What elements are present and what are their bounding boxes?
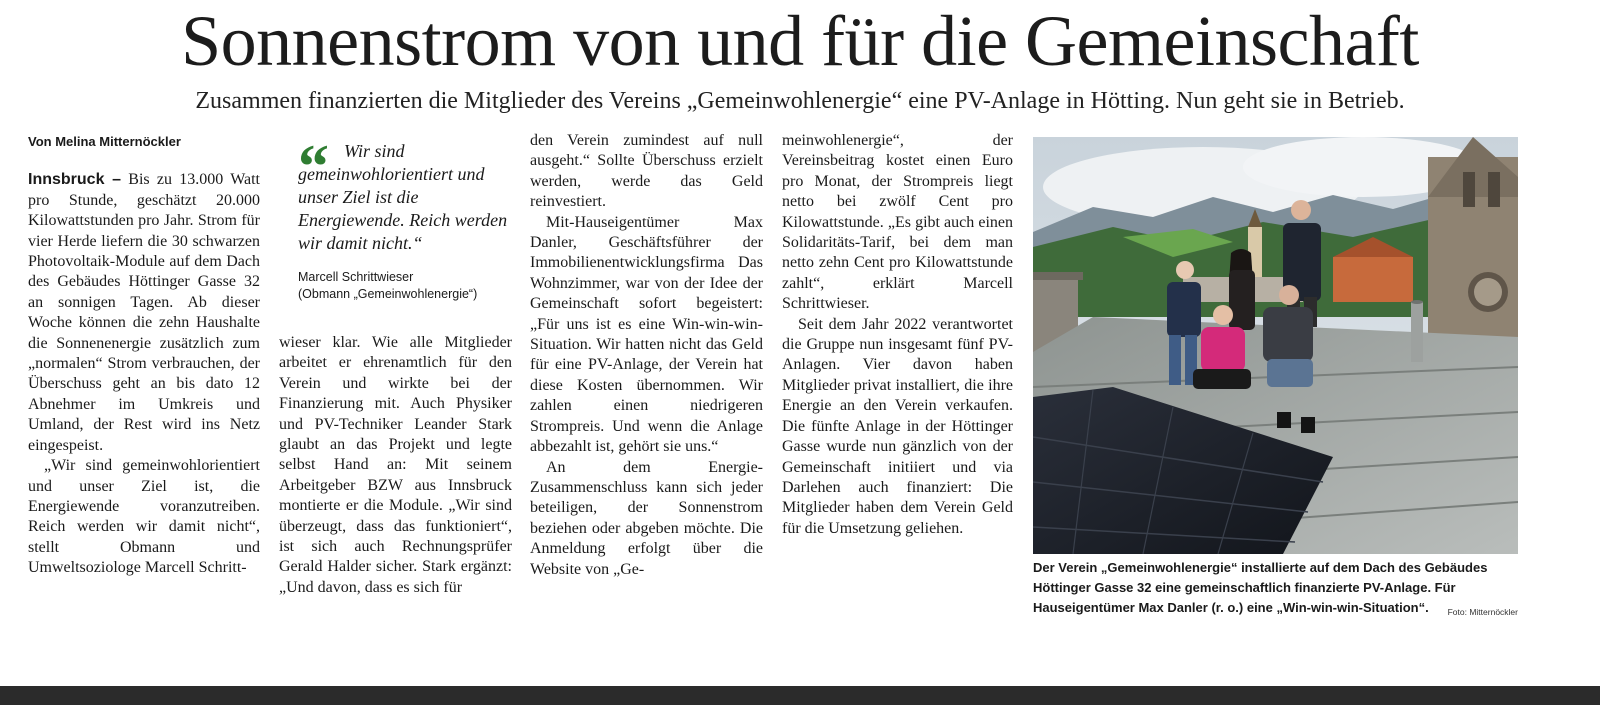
paragraph: meinwohlenergie“, der Vereinsbeitrag kostet einen Euro pro Monat, der Strompreis liegt netto bei zwölf Cent pro Kilowattstunde. „Es gibt auch einen Solidaritäts-Tarif, bei dem man netto zehn Cent pro Kilowattstunde zahlt“, erklärt Marcell Schrittwieser. [782,132,1013,313]
article-column-3 [530,131,763,580]
paragraph [28,170,260,456]
photo-caption-text: Der Verein „Gemeinwohlenergie“ installierte auf dem Dach des Gebäudes Höttinger Gasse 32 eine gemeinschaftlich finanzierte PV-Anlage. Für Hauseigentümer Max Danler (r. o.) eine „Win-win-win-Situation“. [1033,560,1488,615]
article-column-1 [28,132,260,579]
paragraph: An dem Energie-Zusammenschluss kann sich jeder beteiligen, der Sonnenstrom beziehen oder abgeben möchte. Die Anmeldung erfolgt über die Website von „Ge- [530,458,763,578]
subheadline: Zusammen finanzierten die Mitglieder des Vereins „Gemeinwohlenergie“ eine PV-Anlage in Hötting. Nun geht sie in Betrieb. [195,88,1405,114]
quote-mark-icon: “ [298,133,329,201]
paragraph: Mit-Hauseigentümer Max Danler, Geschäftsführer der Immobilienentwicklungsfirma Das Wohnzimmer, war von der Idee der Gemeinschaft sofort begeistert: „Für uns ist es eine Win-win-win-Situation. Wir hatten nicht das Geld für eine PV-Anlage, der Verein hat diese Kosten übernommen. Wir zahlen einen niedrigeren Strompreis. Und wenn die Anlage abbezahlt ist, gehört sie uns.“ [530,213,763,456]
dateline: Innsbruck – [28,171,122,189]
headline: Sonnenstrom von und für die Gemeinschaft [181,1,1419,81]
article-column-4 [782,131,1013,539]
byline: Von Melina Mitternöckler [28,134,181,149]
photo-credit: Foto: Mitternöckler [1447,607,1518,617]
paragraph: wieser klar. Wie alle Mitglieder arbeitet er ehrenamtlich für den Verein und wirkte bei der Finanzierung mit. Auch Physiker und PV-Techniker Leander Stark glaubt an das Projekt und legte selbst Hand an: Mit seinem Arbeitgeber BZW aus Innsbruck montierte er die Module. „Wir sind überzeugt, dass das funktioniert“, ist sich auch Rechnungsprüfer Gerald Halder sicher. Stark ergänzt: „Und davon, dass es sich für [279,334,512,596]
pull-quote [298,133,516,303]
paragraph: den Verein zumindest auf null ausgeht.“ Sollte Überschuss erzielt werden, werde das Geld reinvestiert. [530,132,763,211]
article-photo [1033,137,1518,554]
paragraph: Seit dem Jahr 2022 verantwortet die Gruppe nun insgesamt fünf PV-Anlagen. Vier davon haben Mitglieder privat installiert, die ihre Energie an den Verein verkaufen. Die fünfte Anlage in der Höttinger Gasse wurde nun gänzlich von der Gemeinschaft initiiert und via Darlehen auch finanziert: Die Mitglieder haben dem Verein Geld für die Umsetzung geliehen. [782,315,1013,537]
paragraph: „Wir sind gemeinwohlorientiert und unser Ziel ist, die Energiewende voranzutreiben. Reich werden wir damit nicht“, stellt Obmann und Umweltsoziologe Marcell Schritt- [28,457,260,577]
article-column-2 [279,333,512,598]
paragraph-text: Bis zu 13.000 Watt pro Stunde, geschätzt 20.000 Kilowattstunden pro Jahr. Strom für vier Herde liefern die 30 schwarzen Photovoltaik-Module auf dem Dach des Gebäudes Höttinger Gasse 32 an sonnigen Tagen. Ab dieser Woche können die zehn Haushalte die Sonnenenergie zusätzlich zum „normalen“ Strom verbrauchen, der Überschuss geht an bis dato 12 Abnehmer im Umkreis und Umland, der Rest wird ins Netz eingespeist. [28,171,261,454]
rooftop-photo [1033,137,1518,554]
page-bottom-rule [0,686,1600,705]
pull-quote-author: Marcell Schrittwieser [298,270,414,284]
pull-quote-attribution [298,269,516,303]
photo-caption [1033,558,1518,622]
pull-quote-role: (Obmann „Gemeinwohlenergie“) [298,287,478,301]
pull-quote-text: Wir sind gemeinwohlorientiert und unser Ziel ist die Energiewende. Reich werden wir damit nicht.“ [298,141,508,253]
